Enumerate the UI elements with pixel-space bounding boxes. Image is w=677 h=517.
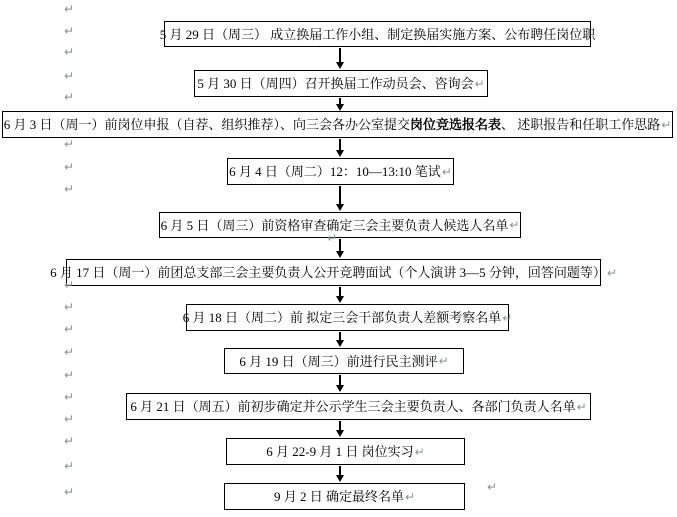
paragraph-mark: ↵ (64, 434, 75, 448)
paragraph-mark: ↵ (64, 137, 75, 151)
down-arrow (336, 287, 344, 303)
flow-step-text: 6 月 3 日（周一）前岗位申报（自荐、组织推荐）、向三会各办公室提交 (3, 117, 410, 132)
down-arrow (336, 332, 344, 347)
paragraph-mark: ↵ (502, 310, 513, 325)
arrow-head (336, 204, 344, 211)
arrow-head (336, 62, 344, 69)
paragraph-mark: ↵ (64, 2, 75, 16)
paragraph-mark: ↵ (64, 368, 75, 382)
paragraph-mark: ↵ (64, 278, 75, 292)
paragraph-mark: ↵ (438, 354, 449, 368)
paragraph-mark: ↵ (64, 345, 75, 359)
flow-step-text: 5 月 29 日（周三） 成立换届工作小组、制定换届实施方案、公布聘任岗位职 (159, 26, 596, 42)
down-arrow (336, 48, 344, 69)
down-arrow (336, 239, 344, 258)
paragraph-mark: ↵ (64, 459, 75, 473)
flow-step-text: 6 月 22-9 月 1 日 岗位实习 (266, 444, 414, 459)
arrow-head (336, 104, 344, 111)
arrow-head (336, 296, 344, 303)
flow-step-box-4[interactable] (227, 158, 454, 185)
paragraph-mark: ↵ (327, 231, 338, 245)
paragraph-mark: ↵ (64, 390, 75, 404)
down-arrow (336, 98, 344, 111)
paragraph-mark: ↵ (64, 90, 75, 104)
flow-step-box-6[interactable] (50, 259, 617, 286)
arrow-head (336, 340, 344, 347)
flow-step-box-2[interactable] (194, 70, 488, 97)
paragraph-mark: ↵ (64, 412, 75, 426)
down-arrow (336, 186, 344, 211)
flow-step-box-3[interactable] (2, 111, 673, 138)
flow-step-text: 5 月 30 日（周四）召开换届工作动员会、咨询会 (197, 76, 474, 91)
down-arrow (336, 139, 344, 157)
paragraph-mark: ↵ (474, 76, 485, 91)
down-arrow (336, 421, 344, 437)
paragraph-mark: ↵ (576, 399, 587, 414)
paragraph-mark: ↵ (661, 117, 672, 132)
flow-step-text: 6 月 18 日（周二）前 拟定三会干部负责人差额考察名单 (182, 310, 502, 325)
flow-step-box-8[interactable] (224, 348, 464, 374)
flow-step-text: 6 月 19 日（周三）前进行民主测评 (239, 353, 438, 369)
paragraph-mark: ↵ (487, 480, 498, 494)
flow-step-text: 6 月 5 日（周三）前资格审查确定三会主要负责人候选人名单 (160, 217, 509, 233)
flow-step-text: 6 月 4 日（周二）12：10—13:10 笔试 (229, 164, 441, 179)
paragraph-mark: ↵ (64, 182, 75, 196)
arrow-head (336, 150, 344, 157)
flow-step-text: 、 述职报告和任职工作思路 (500, 117, 661, 132)
flow-step-text: 6 月 17 日（周一）前团总支部三会主要负责人公开竞聘面试（个人演讲 3—5 分钟，回答问题等） (50, 265, 606, 280)
paragraph-mark: ↵ (64, 322, 75, 336)
flow-step-box-9[interactable] (126, 393, 591, 420)
paragraph-mark: ↵ (64, 160, 75, 174)
down-arrow (336, 466, 344, 482)
flow-step-text-bold: 岗位竞选报名表 (409, 117, 501, 132)
flow-step-box-11[interactable] (224, 483, 465, 510)
paragraph-mark: ↵ (64, 69, 75, 83)
flow-step-text: 9 月 2 日 确定最终名单 (273, 489, 404, 504)
flow-step-text: 6 月 21 日（周五）前初步确定并公示学生三会主要负责人、各部门负责人名单 (130, 399, 576, 414)
flow-step-box-1[interactable] (159, 21, 596, 47)
paragraph-mark: ↵ (64, 24, 75, 38)
arrow-head (336, 475, 344, 482)
paragraph-mark: ↵ (64, 485, 75, 499)
paragraph-mark: ↵ (64, 300, 75, 314)
paragraph-mark: ↵ (509, 218, 520, 232)
arrow-head (336, 251, 344, 258)
arrow-shaft (339, 186, 341, 206)
paragraph-mark: ↵ (606, 265, 617, 280)
flow-step-box-10[interactable] (226, 438, 465, 465)
flow-step-box-7[interactable] (182, 304, 513, 331)
flow-step-box-5[interactable] (159, 212, 521, 238)
arrow-head (336, 430, 344, 437)
paragraph-mark: ↵ (414, 444, 425, 459)
paragraph-mark: ↵ (441, 164, 452, 179)
paragraph-mark: ↵ (404, 489, 416, 504)
arrow-head (336, 385, 344, 392)
paragraph-mark: ↵ (64, 45, 75, 59)
down-arrow (336, 375, 344, 392)
